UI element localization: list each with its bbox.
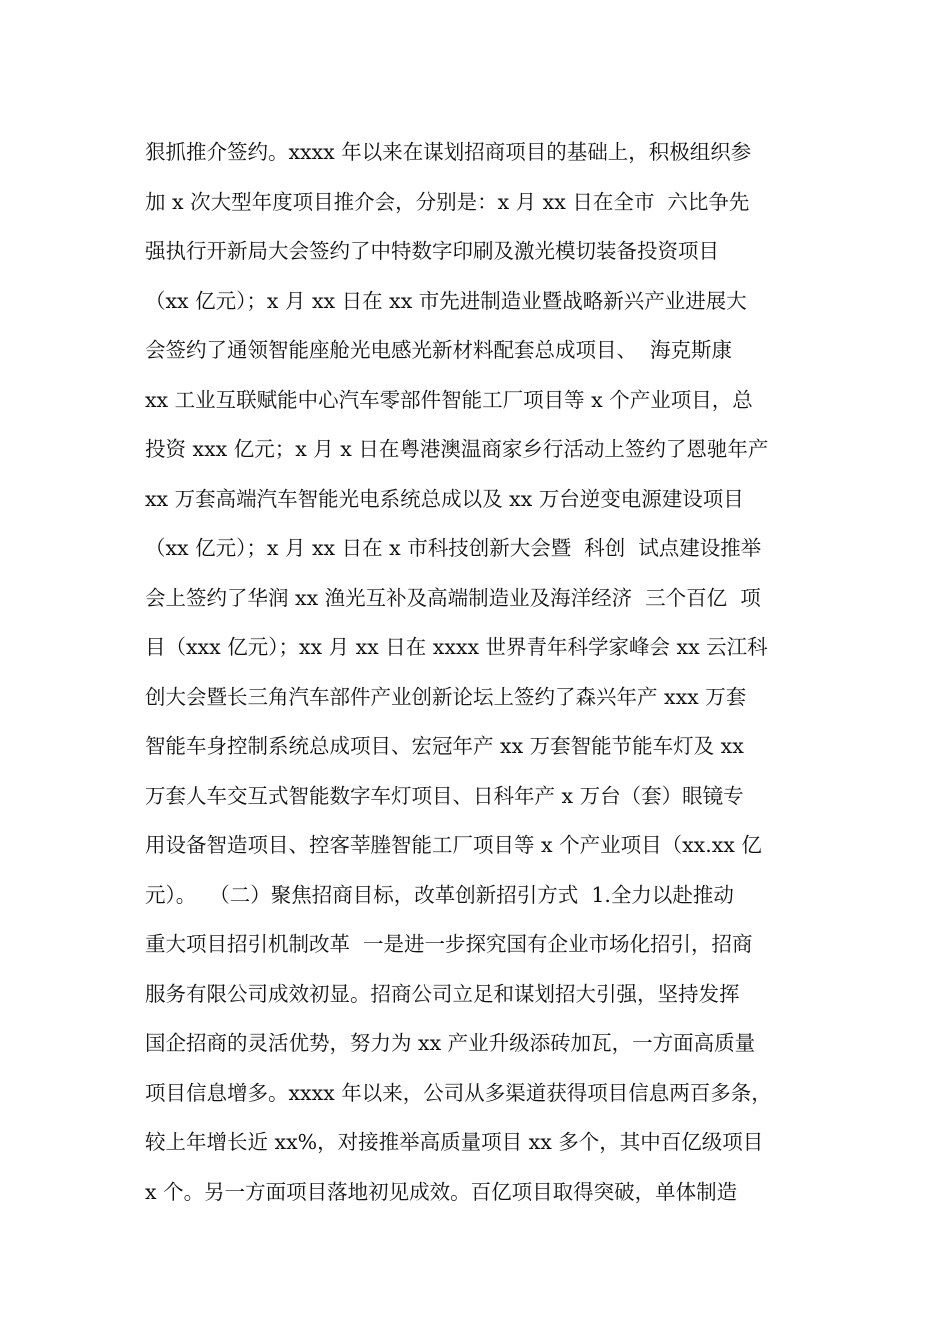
text-line: 重大项目招引机制改革 一是进一步探究国有企业市场化招引，招商 (145, 932, 753, 956)
text-line: x 个。另一方面项目落地初见成效。百亿项目取得突破，单体制造 (145, 1179, 738, 1204)
text-line: 狠抓推介签约。xxxx 年以来在谋划招商项目的基础上，积极组织参 (145, 140, 752, 164)
text-line: 元）。 （二）聚焦招商目标，改革创新招引方式 1.全力以赴推动 (145, 882, 734, 907)
text-line: （xx 亿元）；x 月 xx 日在 x 市科技创新大会暨 科创 试点建设推举 (145, 536, 762, 560)
text-line: 加 x 次大型年度项目推介会，分别是：x 月 xx 日在全市 六比争先 (145, 189, 750, 214)
text-line: 创大会暨长三角汽车部件产业创新论坛上签约了森兴年产 xxx 万套 (145, 684, 747, 709)
text-line: 万套人车交互式智能数字车灯项目、日科年产 x 万台（套）眼镜专 (145, 783, 744, 808)
text-line: （xx 亿元）；x 月 xx 日在 xx 市先进制造业暨战略新兴产业进展大 (145, 288, 747, 313)
text-line: xx 工业互联赋能中心汽车零部件智能工厂项目等 x 个产业项目，总 (145, 387, 753, 412)
text-line: 较上年增长近 xx%，对接推举高质量项目 xx 多个，其中百亿级项目 (145, 1130, 764, 1154)
text-line: 强执行开新局大会签约了中特数字印刷及激光模切装备投资项目 (145, 239, 719, 263)
text-line: 国企招商的灵活优势，努力为 xx 产业升级添砖加瓦，一方面高质量 (145, 1031, 756, 1055)
text-line: 项目信息增多。xxxx 年以来，公司从多渠道获得项目信息两百多条， (145, 1080, 772, 1105)
text-line: 会签约了通领智能座舱光电感光新材料配套总成项目、 海克斯康 (145, 338, 733, 362)
text-line: 用设备智造项目、控客莘塍智能工厂项目等 x 个产业项目（xx.xx 亿 (145, 833, 762, 857)
text-line: 会上签约了华润 xx 渔光互补及高端制造业及海洋经济 三个百亿 项 (145, 585, 761, 610)
body-paragraph (145, 128, 810, 1217)
text-line: xx 万套高端汽车智能光电系统总成以及 xx 万台逆变电源建设项目 (145, 486, 744, 511)
text-line: 目（xxx 亿元）；xx 月 xx 日在 xxxx 世界青年科学家峰会 xx 云江科 (145, 635, 768, 659)
text-line: 投资 xxx 亿元；x 月 x 日在粤港澳温商家乡行活动上签约了恩驰年产 (145, 437, 769, 461)
text-line: 服务有限公司成效初显。招商公司立足和谋划招大引强，坚持发挥 (145, 981, 740, 1006)
text-line: 智能车身控制系统总成项目、宏冠年产 xx 万套智能节能车灯及 xx (145, 734, 744, 758)
